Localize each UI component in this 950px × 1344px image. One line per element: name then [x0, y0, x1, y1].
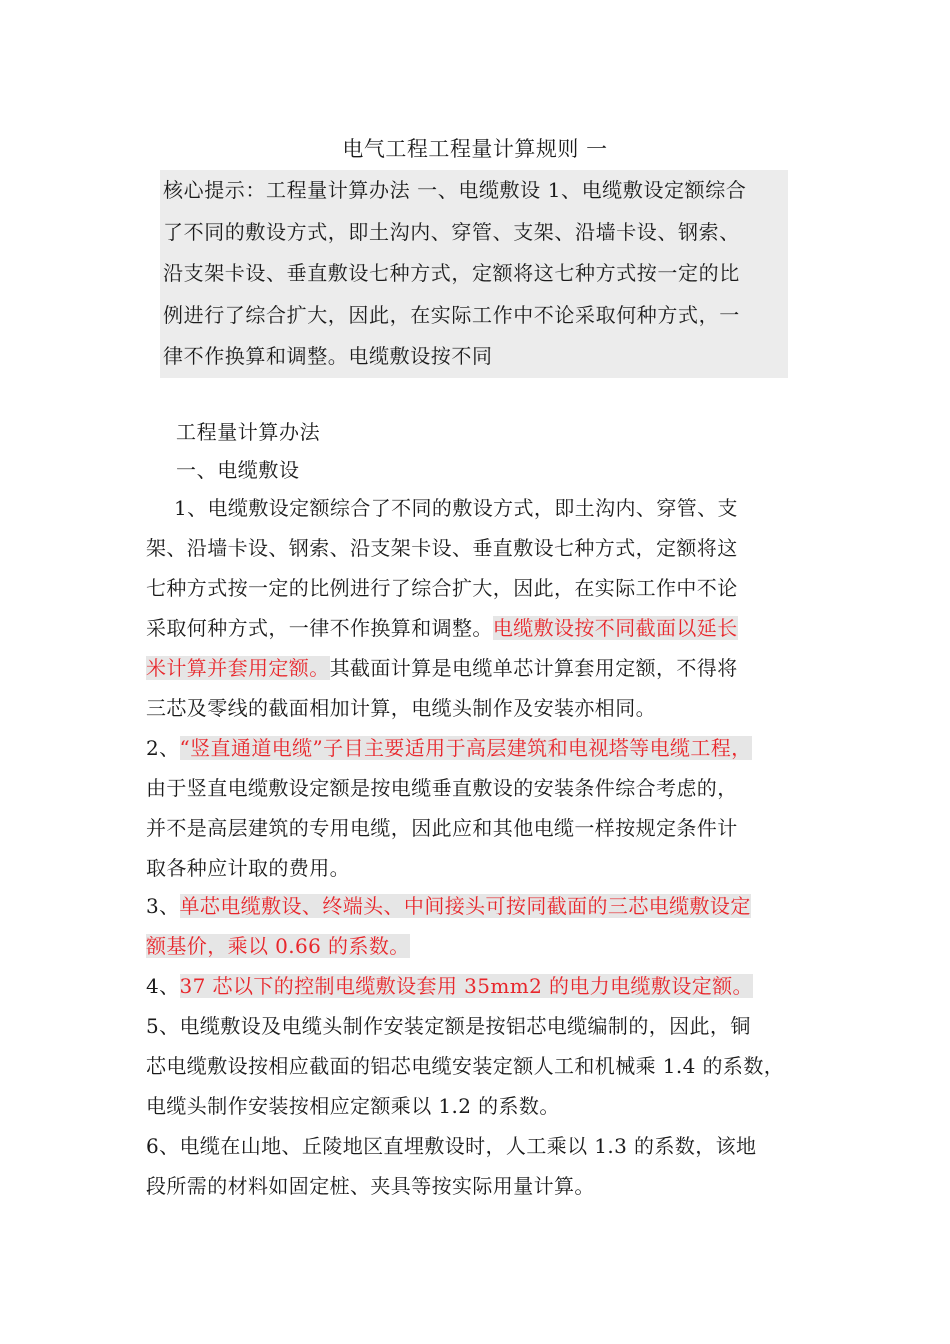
highlighted-text: 电缆敷设按不同截面以延长: [492, 616, 738, 640]
highlighted-text: 米计算并套用定额。: [146, 656, 330, 680]
paragraph-line: 七种方式按一定的比例进行了综合扩大，因此，在实际工作中不论: [146, 576, 738, 600]
paragraph-line: 架、沿墙卡设、钢索、沿支架卡设、垂直敷设七种方式，定额将这: [146, 536, 738, 560]
paragraph-line: 三芯及零线的截面相加计算，电缆头制作及安装亦相同。: [146, 696, 656, 720]
highlighted-text: 37 芯以下的控制电缆敷设套用 35mm2 的电力电缆敷设定额。: [179, 974, 753, 998]
paragraph-line: 并不是高层建筑的专用电缆，因此应和其他电缆一样按规定条件计: [146, 816, 738, 840]
paragraph-line: 电缆头制作安装按相应定额乘以 1.2 的系数。: [146, 1094, 560, 1118]
paragraph-line: [146, 608, 816, 648]
highlighted-text: “竖直通道电缆”子目主要适用于高层建筑和电视塔等电缆工程，: [179, 736, 752, 760]
paragraph-3: [146, 886, 816, 966]
summary-line: 例进行了综合扩大，因此，在实际工作中不论采取何种方式，一: [163, 302, 740, 327]
highlighted-text: 额基价，乘以 0.66 的系数。: [146, 934, 410, 958]
item-number: 2、: [146, 736, 180, 760]
summary-line: 了不同的敷设方式，即土沟内、穿管、支架、沿墙卡设、钢索、: [163, 219, 740, 244]
paragraph-line: [146, 966, 816, 1006]
summary-line: 沿支架卡设、垂直敷设七种方式，定额将这七种方式按一定的比: [163, 261, 740, 285]
highlighted-text: 单芯电缆敷设、终端头、中间接头可按同截面的三芯电缆敷设定: [179, 894, 751, 918]
paragraph-6: [146, 1126, 816, 1206]
paragraph-line: 5、电缆敷设及电缆头制作安装定额是按铝芯电缆编制的，因此，铜: [146, 1014, 751, 1038]
paragraph-1: [146, 488, 816, 728]
paragraph-line: 段所需的材料如固定桩、夹具等按实际用量计算。: [146, 1174, 595, 1198]
paragraph-line: [146, 728, 816, 768]
item-number: 4、: [146, 974, 180, 998]
item-number: 3、: [146, 894, 180, 918]
paragraph-5: [146, 1006, 816, 1126]
paragraph-line: 6、电缆在山地、丘陵地区直埋敷设时，人工乘以 1.3 的系数，该地: [146, 1134, 757, 1158]
paragraph-line: 芯电缆敷设按相应截面的铝芯电缆安装定额人工和机械乘 1.4 的系数，: [146, 1054, 785, 1078]
paragraph-text: 其截面计算是电缆单芯计算套用定额，不得将: [329, 656, 738, 680]
paragraph-line: [146, 926, 816, 966]
paragraph-line: [146, 648, 816, 688]
paragraph-line: 取各种应计取的费用。: [146, 856, 350, 880]
paragraph-4: [146, 966, 816, 1006]
paragraph-line: 由于竖直电缆敷设定额是按电缆垂直敷设的安装条件综合考虑的，: [146, 776, 738, 800]
paragraph-line: [146, 886, 816, 926]
paragraph-line: 1、电缆敷设定额综合了不同的敷设方式，即土沟内、穿管、支: [174, 496, 738, 520]
paragraph-text: 采取何种方式，一律不作换算和调整。: [146, 616, 493, 640]
summary-line: 核心提示：工程量计算办法 一、电缆敷设 1、电缆敷设定额综合: [163, 178, 747, 202]
summary-box: [160, 170, 788, 378]
document-title: 电气工程工程量计算规则 一: [342, 137, 608, 161]
paragraph-2: [146, 728, 816, 888]
heading-section-1: 一、电缆敷设: [176, 458, 300, 482]
summary-line: 律不作换算和调整。电缆敷设按不同: [163, 344, 493, 368]
heading-method: 工程量计算办法: [176, 420, 321, 444]
